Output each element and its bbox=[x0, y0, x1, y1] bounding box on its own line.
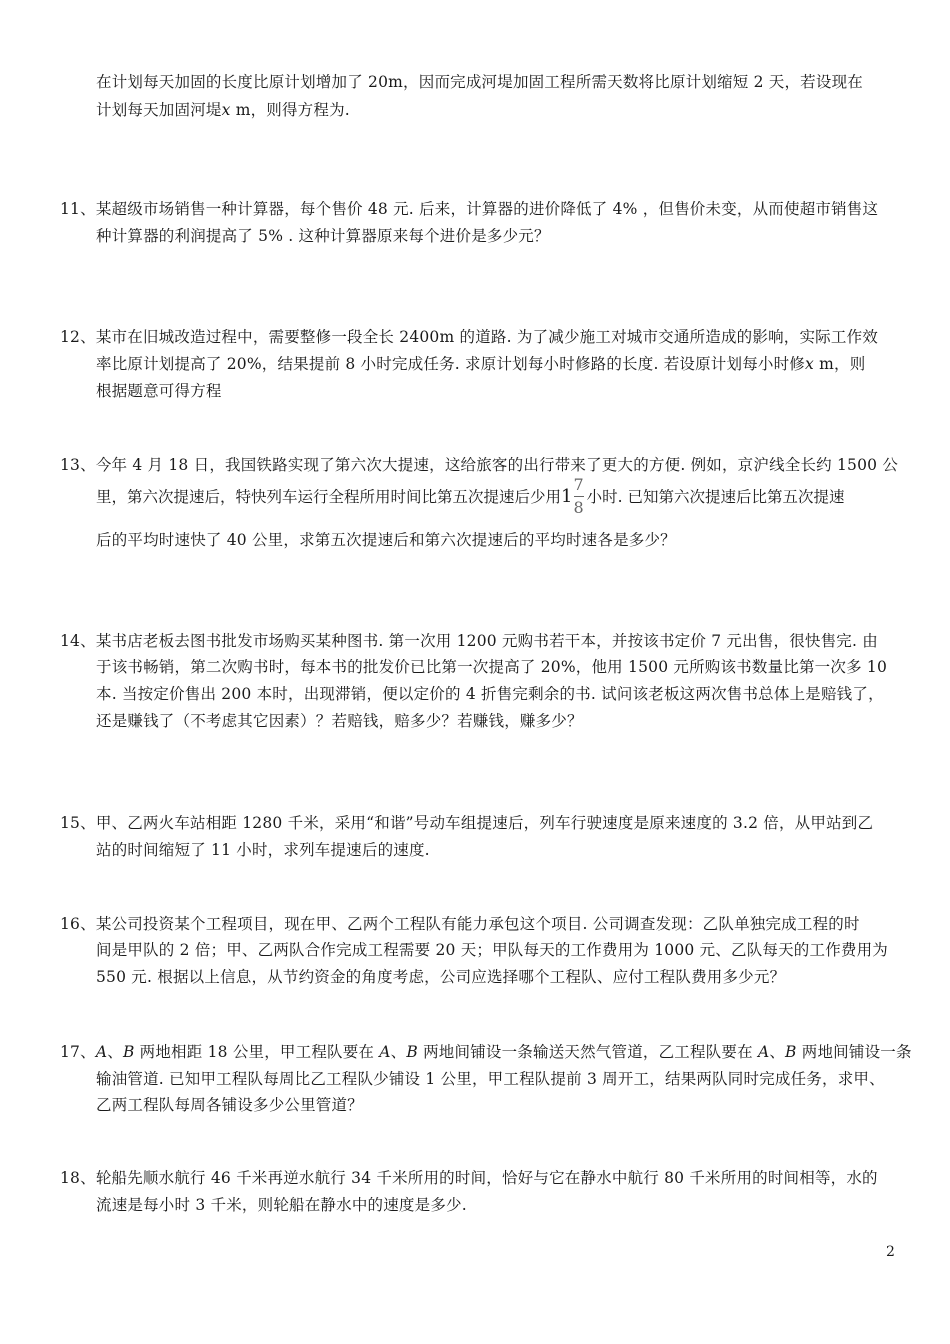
q12-text-a: 率比原计划提高了 20%，结果提前 8 小时完成任务. 求原计划每小时修路的长度. 若设原计划每小时修 bbox=[96, 355, 806, 373]
q17-text-2: 两地间铺设一条输送天然气管道，乙工程队要在 bbox=[417, 1043, 758, 1061]
intro-line-1: 在计划每天加固的长度比原计划增加了 20m，因而完成河堤加固工程所需天数将比原计划缩短 2 天，若设现在 bbox=[96, 73, 863, 91]
mixed-number-whole: 1 bbox=[561, 485, 573, 507]
q13-text-a: 里，第六次提速后，特快列车运行全程所用时间比第五次提速后少用 bbox=[96, 487, 562, 506]
q15-line-2: 站的时间缩短了 11 小时，求列车提速后的速度. bbox=[96, 841, 430, 859]
q12-line-1: 12、某市在旧城改造过程中，需要整修一段全长 2400m 的道路. 为了减少施工对城市交通所造成的影响，实际工作效 bbox=[60, 328, 878, 346]
intro-line-2 bbox=[96, 98, 350, 122]
q14-line-4: 还是赚钱了（不考虑其它因素）？若赔钱，赔多少？若赚钱，赚多少？ bbox=[96, 712, 583, 730]
q14-line-3: 本. 当按定价售出 200 本时，出现滞销，便以定价的 4 折售完剩余的书. 试问该老板这两次售书总体上是赔钱了， bbox=[96, 685, 884, 703]
page-number: 2 bbox=[886, 1244, 895, 1260]
q11-line-2: 种计算器的利润提高了 5% . 这种计算器原来每个进价是多少元？ bbox=[96, 227, 550, 245]
q11-line-1: 11、某超级市场销售一种计算器，每个售价 48 元. 后来，计算器的进价降低了 4% ，但售价未变，从而使超市销售这 bbox=[60, 200, 879, 218]
fraction-denominator: 8 bbox=[573, 498, 584, 517]
q18-line-2: 流速是每小时 3 千米，则轮船在静水中的速度是多少. bbox=[96, 1196, 467, 1214]
q12-text-b: m，则 bbox=[813, 355, 866, 373]
point-b: B bbox=[122, 1043, 135, 1061]
q12-line-2 bbox=[96, 352, 865, 376]
q16-line-3: 550 元. 根据以上信息，从节约资金的角度考虑，公司应选择哪个工程队、应付工程队费用多少元？ bbox=[96, 968, 786, 986]
q17-text-3: 两地间铺设一条 bbox=[796, 1043, 912, 1061]
q13-text-b: 小时. 已知第六次提速后比第五次提速 bbox=[586, 487, 845, 506]
point-a: A bbox=[379, 1043, 391, 1061]
separator: 、 bbox=[769, 1043, 786, 1061]
variable-x: x bbox=[221, 101, 231, 119]
variable-x: x bbox=[805, 355, 814, 373]
point-a: A bbox=[757, 1043, 770, 1061]
q13-line-3: 后的平均时速快了 40 公里，求第五次提速后和第六次提速后的平均时速各是多少？ bbox=[96, 531, 676, 549]
q13-line-1: 13、今年 4 月 18 日，我国铁路实现了第六次大提速，这给旅客的出行带来了更大的方便. 例如，京沪线全长约 1500 公 bbox=[60, 456, 899, 474]
q14-line-2: 于该书畅销，第二次购书时，每本书的批发价已比第一次提高了 20%，他用 1500 元所购该书数量比第一次多 10 bbox=[96, 658, 888, 676]
q17-text-1: 两地相距 18 公里，甲工程队要在 bbox=[134, 1043, 380, 1061]
intro-text-a: 计划每天加固河堤 bbox=[96, 101, 222, 119]
separator: 、 bbox=[107, 1043, 123, 1061]
intro-text-b: m，则得方程为. bbox=[230, 101, 350, 119]
q14-line-1: 14、某书店老板去图书批发市场购买某种图书. 第一次用 1200 元购书若干本，并按该书定价 7 元出售，很快售完. 由 bbox=[60, 632, 878, 650]
fraction bbox=[573, 476, 583, 517]
q16-line-2: 间是甲队的 2 倍；甲、乙两队合作完成工程需要 20 天；甲队每天的工作费用为 1000 元、乙队每天的工作费用为 bbox=[96, 941, 888, 959]
q17-number: 17、 bbox=[60, 1043, 96, 1061]
q16-line-1: 16、某公司投资某个工程项目，现在甲、乙两个工程队有能力承包这个项目. 公司调查发现：乙队单独完成工程的时 bbox=[60, 915, 860, 933]
q17-line-3: 乙两工程队每周各铺设多少公里管道？ bbox=[96, 1096, 363, 1114]
q17-line-2: 输油管道. 已知甲工程队每周比乙工程队少铺设 1 公里，甲工程队提前 3 周开工，结果两队同时完成任务，求甲、 bbox=[96, 1070, 885, 1088]
point-b: B bbox=[406, 1043, 418, 1061]
separator: 、 bbox=[390, 1043, 407, 1061]
q15-line-1: 15、甲、乙两火车站相距 1280 千米，采用“和谐”号动车组提速后，列车行驶速度是原来速度的 3.2 倍，从甲站到乙 bbox=[60, 814, 874, 832]
fraction-bar bbox=[574, 496, 584, 497]
q13-line-2 bbox=[96, 476, 845, 517]
fraction-numerator: 7 bbox=[573, 475, 584, 494]
q18-line-1: 18、轮船先顺水航行 46 千米再逆水航行 34 千米所用的时间，恰好与它在静水中航行 80 千米所用的时间相等，水的 bbox=[60, 1169, 878, 1187]
q17-line-1 bbox=[60, 1040, 912, 1064]
point-a: A bbox=[95, 1043, 108, 1061]
q12-line-3: 根据题意可得方程 bbox=[96, 382, 222, 400]
point-b: B bbox=[785, 1043, 797, 1061]
